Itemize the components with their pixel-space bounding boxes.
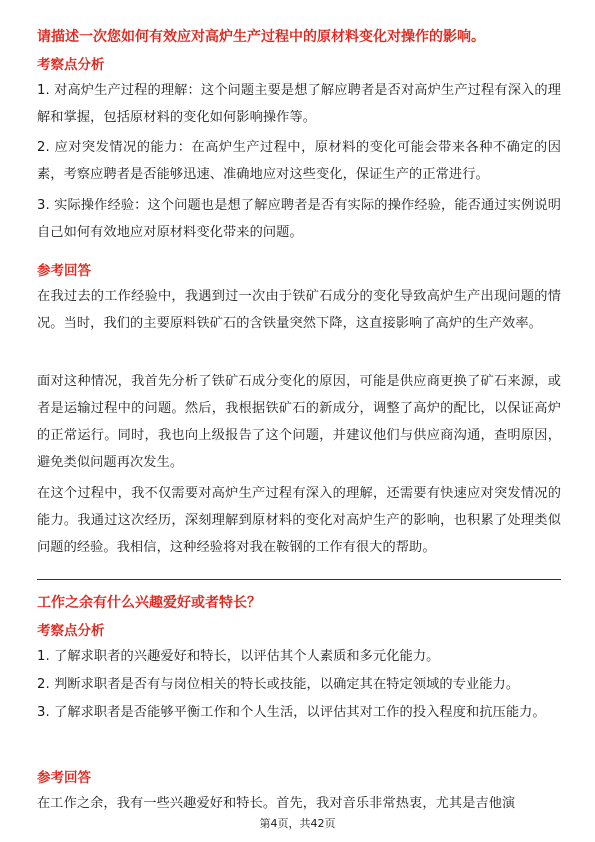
q1-analysis-item-1: 1. 对高炉生产过程的理解：这个问题主要是想了解应聘者是否对高炉生产过程有深入的理解和掌握，包括原材料的变化如何影响操作等。	[37, 83, 561, 125]
q2-analysis-item-1: 1. 了解求职者的兴趣爱好和特长，以评估其个人素质和多元化能力。	[37, 649, 440, 664]
q2-analysis-item-3: 3. 了解求职者是否能够平衡工作和个人生活，以评估其对工作的投入程度和抗压能力。	[37, 705, 546, 720]
q2-analysis-heading: 考察点分析	[37, 623, 105, 639]
q2-answer-heading: 参考回答	[37, 770, 91, 786]
question-1-title: 请描述一次您如何有效应对高炉生产过程中的原材料变化对操作的影响。	[37, 29, 485, 45]
q1-analysis-item-3: 3. 实际操作经验：这个问题也是想了解应聘者是否有实际的操作经验，能否通过实例说明自己如何有效地应对原材料变化带来的问题。	[37, 198, 561, 240]
page-number: 第4页，共42页	[259, 817, 336, 830]
q1-analysis-heading: 考察点分析	[37, 57, 105, 73]
q1-answer-heading: 参考回答	[37, 263, 91, 279]
question-2-title: 工作之余有什么兴趣爱好或者特长？	[37, 595, 261, 611]
q2-answer-para-1: 在工作之余，我有一些兴趣爱好和特长。首先，我对音乐非常热衷，尤其是吉他演	[37, 796, 516, 811]
q2-analysis-item-2: 2. 判断求职者是否有与岗位相关的特长或技能，以确定其在特定领域的专业能力。	[37, 677, 520, 692]
q1-answer-para-2: 面对这种情况，我首先分析了铁矿石成分变化的原因，可能是供应商更换了矿石来源，或者是运输过程中的问题。然后，我根据铁矿石的新成分，调整了高炉的配比，以保证高炉的正常运行。同时，我也向上级报告了这个问题，并建议他们与供应商沟通，查明原因，避免类似问题再次发生。	[37, 374, 561, 470]
q1-answer-para-1: 在我过去的工作经验中，我遇到过一次由于铁矿石成分的变化导致高炉生产出现问题的情况。当时，我们的主要原料铁矿石的含铁量突然下降，这直接影响了高炉的生产效率。	[37, 289, 561, 331]
q1-analysis-item-2: 2. 应对突发情况的能力：在高炉生产过程中，原材料的变化可能会带来各种不确定的因素，考察应聘者是否能够迅速、准确地应对这些变化，保证生产的正常进行。	[37, 140, 561, 182]
section-divider	[37, 579, 561, 580]
q1-answer-para-3: 在这个过程中，我不仅需要对高炉生产过程有深入的理解，还需要有快速应对突发情况的能力。我通过这次经历，深刻理解到原材料的变化对高炉生产的影响，也积累了处理类似问题的经验。我相信，这种经验将对我在鞍钢的工作有很大的帮助。	[37, 486, 561, 555]
